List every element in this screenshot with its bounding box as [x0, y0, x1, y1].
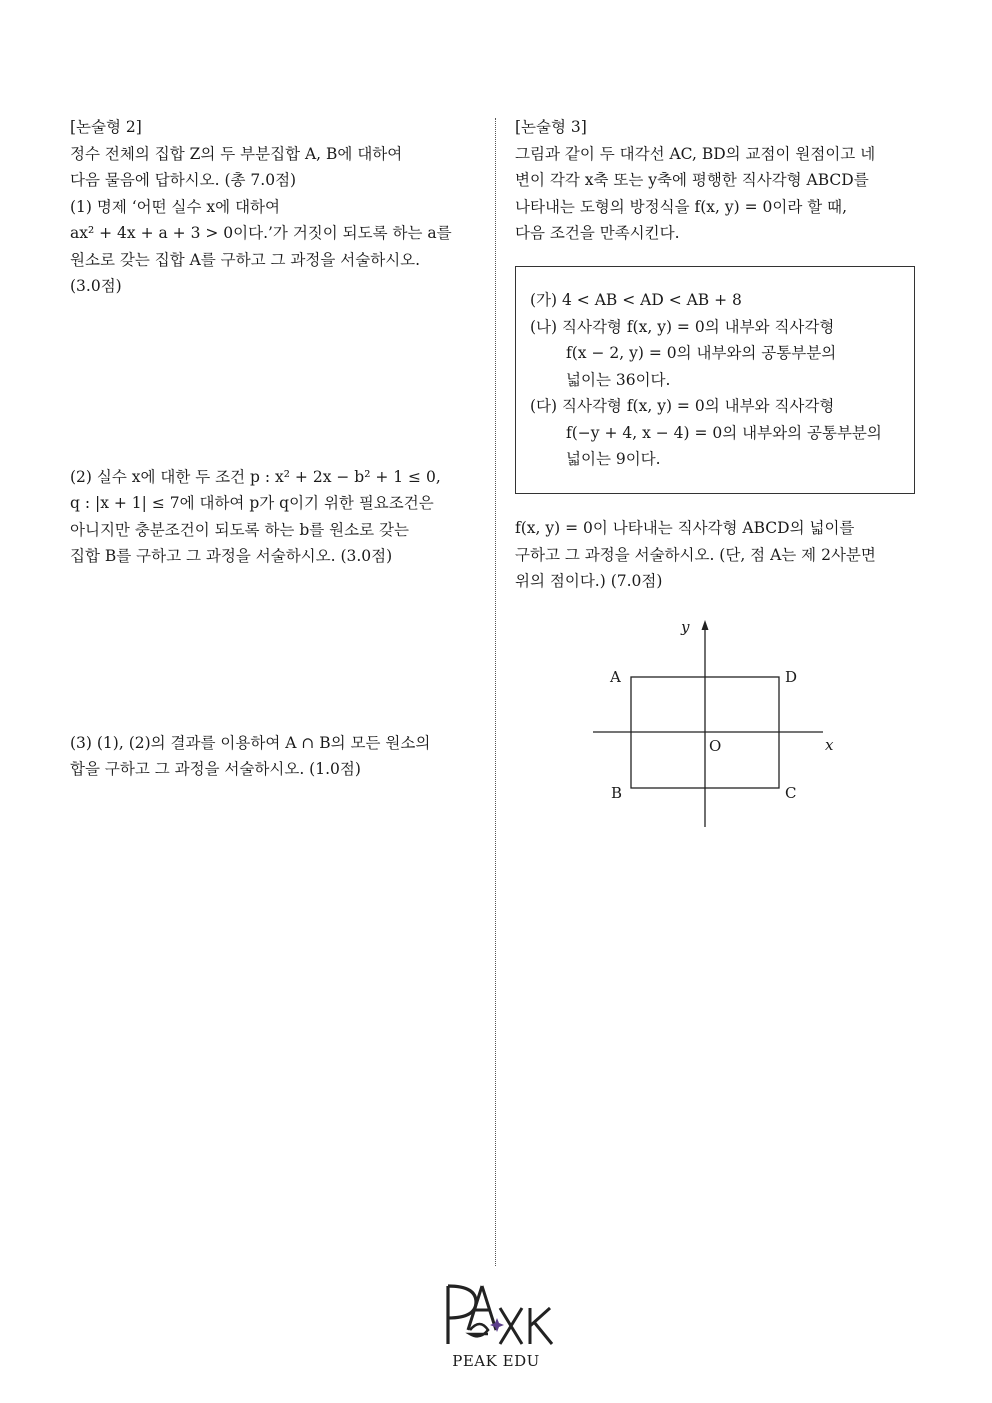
- q2-part2-line: q : |x + 1| ≤ 7에 대하여 p가 q이기 위한 필요조건은: [70, 494, 434, 512]
- q3-ask-line: f(x, y) = 0이 나타내는 직사각형 ABCD의 넓이를: [515, 519, 855, 537]
- rectangle-figure: [585, 612, 845, 832]
- vertex-d-label: D: [785, 668, 798, 686]
- condition-na-line: 넓이는 36이다.: [566, 370, 671, 389]
- y-axis-label: y: [681, 618, 690, 636]
- question-2: [70, 114, 470, 783]
- logo-caption: PEAK EDU: [452, 1352, 540, 1370]
- q2-intro-line: 다음 물음에 답하시오. (총 7.0점): [70, 171, 297, 189]
- q2-part1-line: ax² + 4x + a + 3 > 0이다.’가 거짓이 되도록 하는 a를: [70, 224, 452, 242]
- answer-space: [70, 570, 470, 730]
- q2-part2-line: 집합 B를 구하고 그 과정을 서술하시오. (3.0점): [70, 547, 393, 565]
- column-divider: [495, 118, 496, 1266]
- q2-part1-line: 원소로 갖는 집합 A를 구하고 그 과정을 서술하시오.: [70, 250, 421, 269]
- logo-letter-e: [470, 1324, 488, 1336]
- q3-title: [논술형 3]: [515, 118, 587, 136]
- q2-title: [논술형 2]: [70, 118, 142, 136]
- vertex-c-label: C: [785, 784, 797, 802]
- q3-ask-line: 구하고 그 과정을 서술하시오. (단, 점 A는 제 2사분면: [515, 545, 876, 564]
- y-axis-arrow: [702, 620, 709, 630]
- q2-part1-line: (1) 명제 ‘어떤 실수 x에 대하여: [70, 197, 280, 216]
- vertex-b-label: B: [611, 784, 623, 802]
- q2-intro-line: 정수 전체의 집합 Z의 두 부분집합 A, B에 대하여: [70, 144, 403, 163]
- q3-intro-line: 그림과 같이 두 대각선 AC, BD의 교점이 원점이고 네: [515, 144, 876, 163]
- origin-label: O: [709, 737, 722, 755]
- condition-ga-text: 4 < AB < AD < AB + 8: [562, 291, 742, 309]
- condition-na-line: f(x − 2, y) = 0의 내부와의 공통부분의: [566, 344, 837, 362]
- answer-space: [70, 300, 470, 464]
- condition-ga: [530, 287, 902, 314]
- vertex-a-label: A: [610, 668, 621, 686]
- condition-da-line: f(−y + 4, x − 4) = 0의 내부와의 공통부분의: [566, 423, 882, 442]
- q3-intro-line: 변이 각각 x축 또는 y축에 평행한 직사각형 ABCD를: [515, 171, 869, 189]
- q2-part1-line: (3.0점): [70, 277, 122, 295]
- q3-question: [515, 515, 876, 595]
- condition-ga-label: (가): [530, 291, 558, 309]
- q2-part2-line: (2) 실수 x에 대한 두 조건 p : x² + 2x − b² + 1 ≤ 0,: [70, 467, 441, 486]
- conditions-box: [515, 266, 915, 494]
- q3-intro-line: 다음 조건을 만족시킨다.: [515, 224, 680, 242]
- q2-part3-line: 합을 구하고 그 과정을 서술하시오. (1.0점): [70, 760, 361, 778]
- condition-da-line: (다) 직사각형 f(x, y) = 0의 내부와 직사각형: [530, 397, 835, 415]
- question-3: [515, 114, 925, 247]
- q3-intro-line: 나타내는 도형의 방정식을 f(x, y) = 0이라 할 때,: [515, 197, 848, 216]
- logo-letter-ak: [500, 1308, 552, 1344]
- q2-part2-line: 아니지만 충분조건이 되도록 하는 b를 원소로 갖는: [70, 520, 409, 539]
- q3-ask-line: 위의 점이다.) (7.0점): [515, 572, 663, 590]
- q2-part3-line: (3) (1), (2)의 결과를 이용하여 A ∩ B의 모든 원소의: [70, 733, 431, 752]
- x-axis-label: x: [825, 736, 834, 754]
- condition-na-line: (나) 직사각형 f(x, y) = 0의 내부와 직사각형: [530, 317, 835, 336]
- condition-da-line: 넓이는 9이다.: [566, 450, 661, 468]
